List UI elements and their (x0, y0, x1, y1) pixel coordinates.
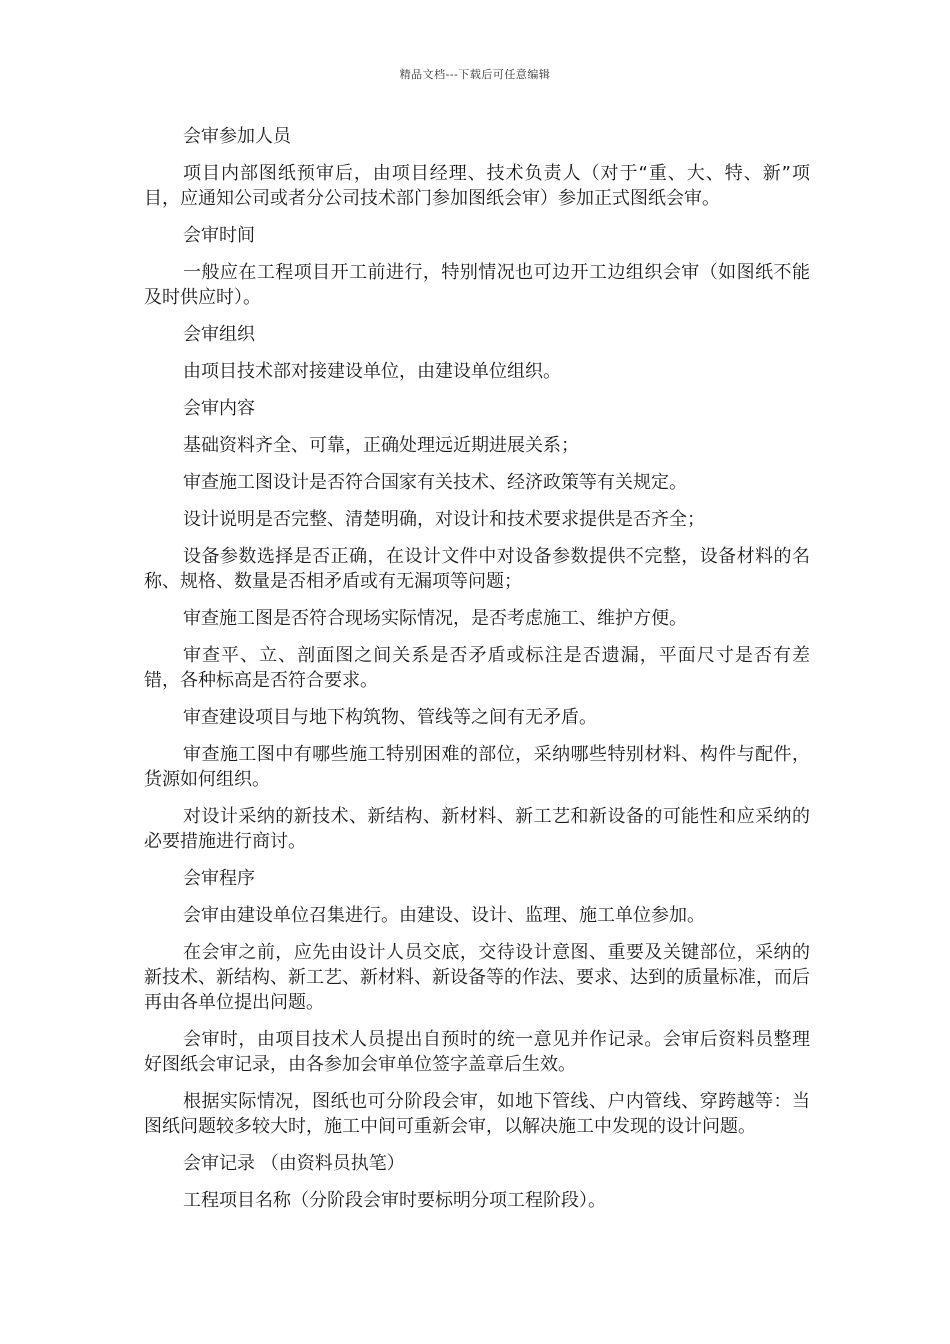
section-heading: 会审组织 (183, 324, 255, 345)
paragraph: 工程项目名称（分阶段会审时要标明分项工程阶段）。 (183, 1190, 606, 1211)
paragraph: 设备参数选择是否正确，在设计文件中对设备参数提供不完整，设备材料的名称、规格、数量是否相矛盾或有无漏项等问题； (144, 546, 810, 592)
section-heading: 会审内容 (183, 398, 255, 419)
paragraph: 审查平、立、剖面图之间关系是否矛盾或标注是否遗漏，平面尺寸是否有差错，各种标高是否符合要求。 (144, 645, 810, 691)
paragraph: 会审由建设单位召集进行。由建设、设计、监理、施工单位参加。 (183, 905, 705, 926)
paragraph: 根据实际情况，图纸也可分阶段会审，如地下管线、户内管线、穿跨越等：当图纸问题较多较大时，施工中间可重新会审，以解决施工中发现的设计问题。 (144, 1091, 810, 1137)
section-heading: 会审时间 (183, 225, 255, 246)
page-header: 精品文档---下载后可任意编辑 (399, 68, 551, 81)
paragraph: 由项目技术部对接建设单位，由建设单位组织。 (183, 361, 561, 382)
paragraph: 一般应在工程项目开工前进行，特别情况也可边开工边组织会审（如图纸不能及时供应时）。 (144, 262, 810, 308)
section-heading: 会审参加人员 (183, 126, 291, 147)
document-body (144, 124, 810, 1225)
paragraph: 审查建设项目与地下构筑物、管线等之间有无矛盾。 (183, 707, 597, 728)
paragraph: 审查施工图是否符合现场实际情况，是否考虑施工、维护方便。 (183, 608, 687, 629)
paragraph: 审查施工图设计是否符合国家有关技术、经济政策等有关规定。 (183, 472, 687, 493)
paragraph: 在会审之前，应先由设计人员交底，交待设计意图、重要及关键部位，采纳的新技术、新结构、新工艺、新材料、新设备等的作法、要求、达到的质量标准，而后再由各单位提出问题。 (144, 942, 810, 1013)
paragraph: 会审时，由项目技术人员提出自预时的统一意见并作记录。会审后资料员整理好图纸会审记录，由各参加会审单位签字盖章后生效。 (144, 1029, 810, 1075)
paragraph: 基础资料齐全、可靠，正确处理远近期进展关系； (183, 435, 579, 456)
paragraph: 项目内部图纸预审后，由项目经理、技术负责人（对于“重、大、特、新”项目，应通知公司或者分公司技术部门参加图纸会审）参加正式图纸会审。 (144, 163, 810, 209)
paragraph: 对设计采纳的新技术、新结构、新材料、新工艺和新设备的可能性和应采纳的必要措施进行商讨。 (144, 806, 810, 852)
section-heading: 会审记录 （由资料员执笔） (183, 1153, 405, 1174)
paragraph: 审查施工图中有哪些施工特别困难的部位，采纳哪些特别材料、构件与配件，货源如何组织。 (144, 744, 810, 790)
section-heading: 会审程序 (183, 868, 255, 889)
paragraph: 设计说明是否完整、清楚明确，对设计和技术要求提供是否齐全； (183, 509, 705, 530)
